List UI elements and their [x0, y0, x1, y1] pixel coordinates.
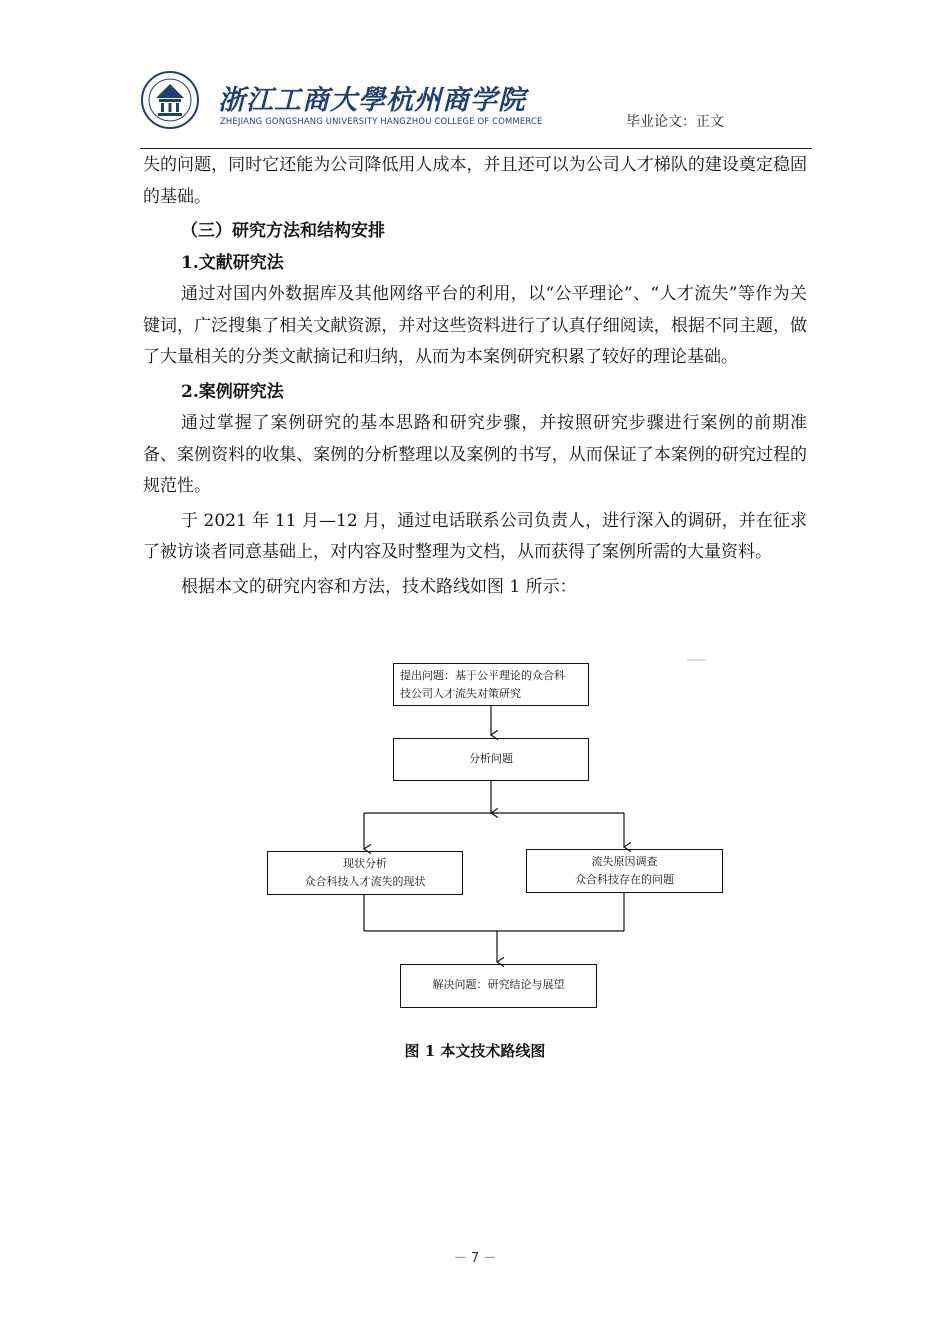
page-header: [140, 66, 812, 150]
flow-box-analyze-problem: [393, 738, 589, 781]
paragraph: 通过对国内外数据库及其他网络平台的利用，以“公平理论”、“人才流失”等作为关键词，广泛搜集了相关文献资源，并对这些资料进行了认真仔细阅读，根据不同主题，做了大量相关的分类文献摘记和归纳，从而为本案例研究积累了较好的理论基础。: [143, 284, 807, 367]
paragraph: 根据本文的研究内容和方法，技术路线如图 1 所示：: [181, 576, 577, 597]
flow-box-cause-investigation: [526, 849, 723, 893]
flow-box-status-analysis: [267, 851, 463, 895]
university-seal-logo: [140, 70, 200, 130]
subheading-literature: 1.文献研究法: [181, 252, 284, 273]
flow-box-text: 解决问题：研究结论与展望: [432, 978, 565, 991]
header-section-label: 毕业论文：正文: [626, 114, 724, 130]
paragraph: 失的问题，同时它还能为公司降低用人成本，并且还可以为公司人才梯队的建设奠定稳固的基础。: [143, 155, 807, 207]
logo-chinese-name: 浙江工商大學杭州商学院: [218, 85, 526, 116]
flow-box-text: 现状分析: [343, 857, 387, 870]
logo-english-name: ZHEJIANG GONGSHANG UNIVERSITY HANGZHOU COLLEGE OF COMMERCE: [220, 116, 543, 126]
flow-box-text: 流失原因调查: [591, 855, 658, 868]
flowchart-connectors: [260, 655, 740, 1015]
section-heading: （三）研究方法和结构安排: [181, 221, 385, 241]
technical-roadmap-diagram: [260, 655, 740, 1015]
flow-box-text: 技公司人才流失对策研究: [400, 687, 521, 700]
page-number: － 7 －: [453, 1251, 497, 1266]
paragraph: 通过掌握了案例研究的基本思路和研究步骤，并按照研究步骤进行案例的前期准备、案例资料的收集、案例的分析整理以及案例的书写，从而保证了本案例的研究过程的规范性。: [143, 413, 807, 496]
body-content: [143, 150, 807, 603]
flow-box-propose-problem: [393, 663, 589, 706]
header-divider: [140, 148, 812, 149]
figure-caption: 图 1 本文技术路线图: [404, 1042, 546, 1060]
flow-box-text: 分析问题: [469, 752, 513, 765]
flow-box-text: 提出问题：基于公平理论的众合科: [400, 669, 565, 682]
subheading-case-study: 2.案例研究法: [181, 381, 284, 402]
flow-box-text: 众合科技人才流失的现状: [304, 875, 426, 888]
flow-box-solve-problem: [400, 964, 597, 1008]
paragraph: 于 2021 年 11 月—12 月，通过电话联系公司负责人，进行深入的调研，并在征求了被访谈者同意基础上，对内容及时整理为文档，从而获得了案例所需的大量资料。: [143, 510, 807, 562]
flow-box-text: 众合科技存在的问题: [575, 873, 674, 886]
